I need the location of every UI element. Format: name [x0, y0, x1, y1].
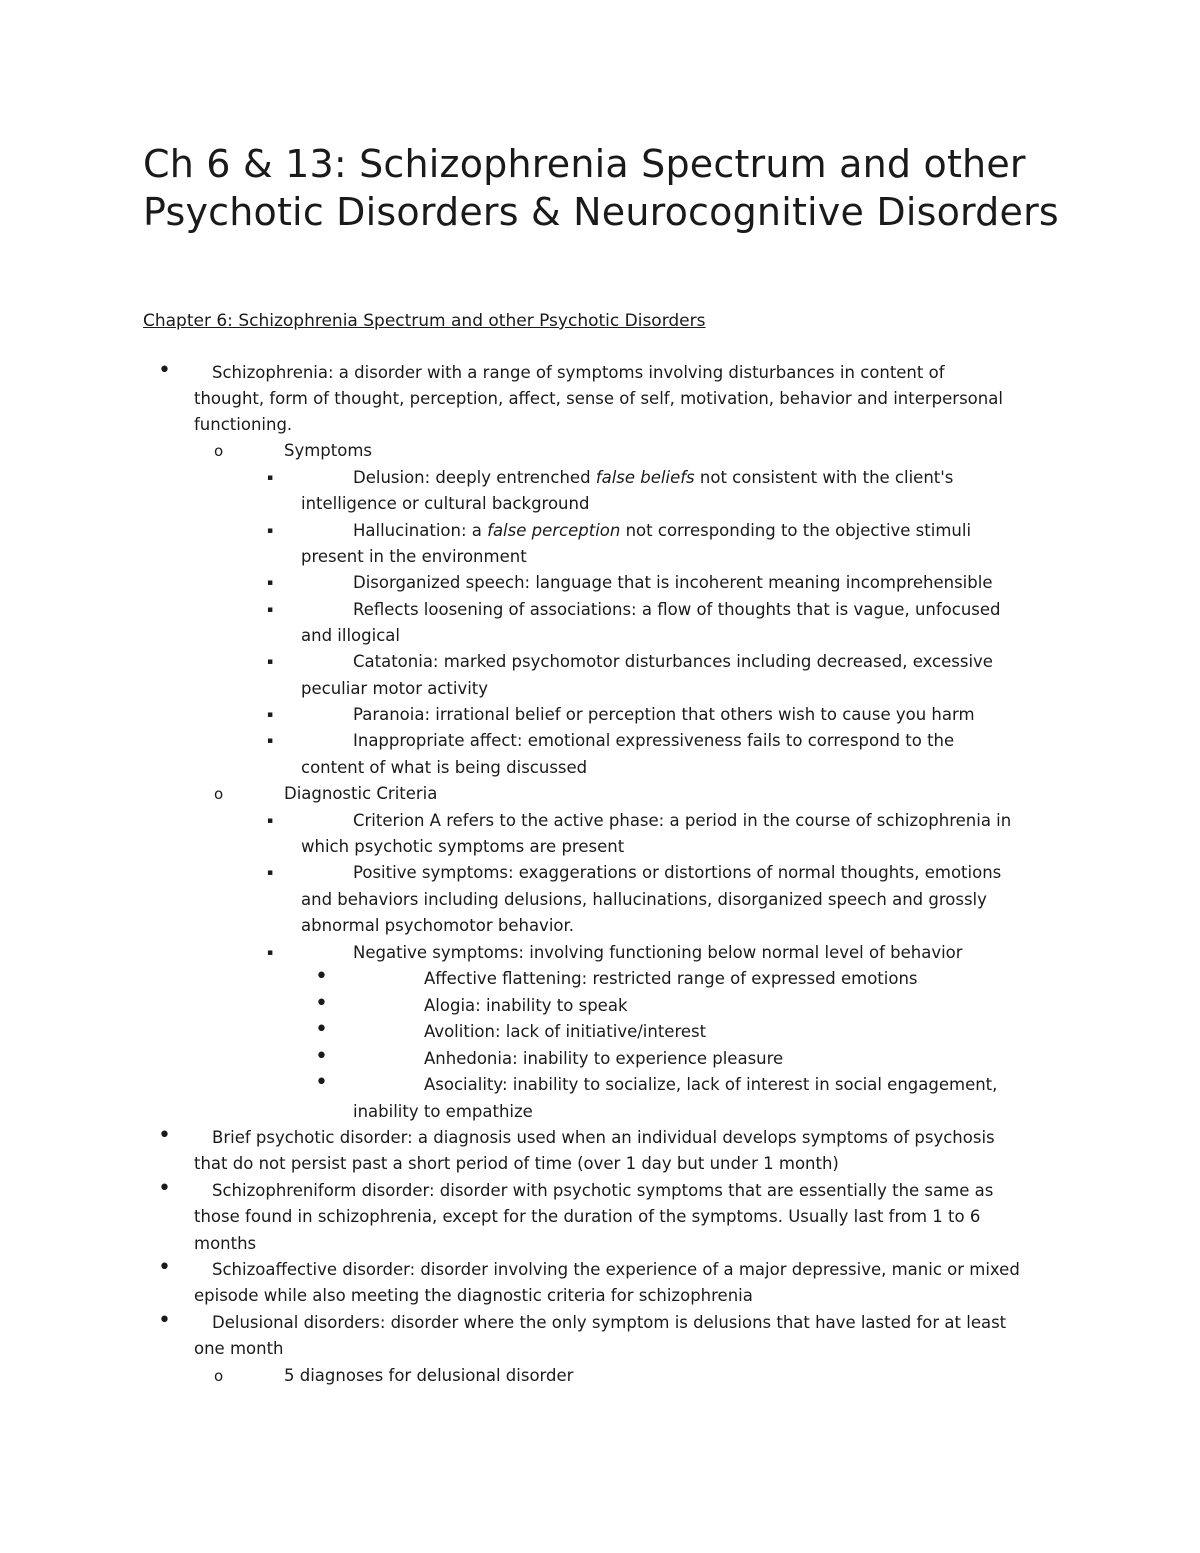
loosening-line-1: Reflects loosening of associations: a flow of thoughts that is vague, unfocused — [353, 600, 1001, 619]
bullet-marker: • — [158, 1123, 171, 1148]
negative-item: Affective flattening: restricted range of expressed emotions — [424, 969, 918, 988]
negative-item: Alogia: inability to speak — [424, 996, 628, 1015]
square-bullet: ▪ — [267, 578, 274, 588]
diagnostic-criteria-label: Diagnostic Criteria — [284, 784, 438, 803]
negative-item: Asociality: inability to socialize, lack of interest in social engagement, — [424, 1075, 998, 1094]
bullet-marker: • — [315, 991, 328, 1016]
square-bullet: ▪ — [267, 526, 274, 536]
symptoms-label: Symptoms — [284, 441, 373, 460]
schizoaffective-line-2: episode while also meeting the diagnostic criteria for schizophrenia — [194, 1286, 753, 1305]
positive-line-3: abnormal psychomotor behavior. — [301, 916, 575, 935]
square-bullet: ▪ — [267, 736, 274, 746]
schizophreniform-line-2: those found in schizophrenia, except for the duration of the symptoms. Usually last from 1 to 6 — [194, 1207, 981, 1226]
square-bullet: ▪ — [267, 816, 274, 826]
schizoaffective-line-1: Schizoaffective disorder: disorder involving the experience of a major depressive, manic or mixed — [212, 1260, 1020, 1279]
schizophreniform-line-1: Schizophreniform disorder: disorder with psychotic symptoms that are essentially the same as — [212, 1181, 994, 1200]
square-bullet: ▪ — [267, 473, 274, 483]
bullet-marker: • — [158, 1255, 171, 1280]
circle-bullet: o — [214, 1367, 224, 1385]
criterion-a-line-1: Criterion A refers to the active phase: a period in the course of schizophrenia in — [353, 811, 1012, 830]
negative-item: Anhedonia: inability to experience pleasure — [424, 1049, 784, 1068]
delusional-sub-item: 5 diagnoses for delusional disorder — [284, 1366, 574, 1385]
affect-line-2: content of what is being discussed — [301, 758, 588, 777]
criterion-a-line-2: which psychotic symptoms are present — [301, 837, 625, 856]
positive-line-2: and behaviors including delusions, hallucinations, disorganized speech and grossly — [301, 890, 987, 909]
positive-line-1: Positive symptoms: exaggerations or distortions of normal thoughts, emotions — [353, 863, 1002, 882]
hallucination-line-2: present in the environment — [301, 547, 527, 566]
square-bullet: ▪ — [267, 657, 274, 667]
bullet-marker: • — [315, 1044, 328, 1069]
square-bullet: ▪ — [267, 710, 274, 720]
bullet-marker: • — [315, 1017, 328, 1042]
catatonia-line-2: peculiar motor activity — [301, 679, 489, 698]
circle-bullet: o — [214, 785, 224, 803]
bullet-marker: • — [158, 358, 171, 383]
bullet-marker: • — [158, 1308, 171, 1333]
brief-line-1: Brief psychotic disorder: a diagnosis used when an individual develops symptoms of psychosis — [212, 1128, 995, 1147]
square-bullet: ▪ — [267, 605, 274, 615]
schizophrenia-line-2: thought, form of thought, perception, affect, sense of self, motivation, behavior and interpersonal — [194, 389, 1003, 408]
loosening-line-2: and illogical — [301, 626, 400, 645]
delusion-line-2: intelligence or cultural background — [301, 494, 590, 513]
circle-bullet: o — [214, 442, 224, 460]
delusion-line-1: Delusion: deeply entrenched false beliefs not consistent with the client's — [353, 468, 954, 487]
square-bullet: ▪ — [267, 948, 274, 958]
bullet-marker: • — [315, 1070, 328, 1095]
document-title: Ch 6 & 13: Schizophrenia Spectrum and other Psychotic Disorders & Neurocognitive Disorders — [143, 142, 1059, 234]
schizophrenia-line-3: functioning. — [194, 415, 293, 434]
negative-symptoms-label: Negative symptoms: involving functioning below normal level of behavior — [353, 943, 963, 962]
paranoia: Paranoia: irrational belief or perception that others wish to cause you harm — [353, 705, 975, 724]
disorganized-speech: Disorganized speech: language that is incoherent meaning incomprehensible — [353, 573, 993, 592]
negative-item-cont: inability to empathize — [353, 1102, 533, 1121]
affect-line-1: Inappropriate affect: emotional expressiveness fails to correspond to the — [353, 731, 955, 750]
schizophreniform-line-3: months — [194, 1234, 257, 1253]
bullet-marker: • — [158, 1176, 171, 1201]
hallucination-line-1: Hallucination: a false perception not corresponding to the objective stimuli — [353, 521, 972, 540]
negative-item: Avolition: lack of initiative/interest — [424, 1022, 707, 1041]
schizophrenia-line-1: Schizophrenia: a disorder with a range of symptoms involving disturbances in content of — [212, 363, 945, 382]
square-bullet: ▪ — [267, 868, 274, 878]
catatonia-line-1: Catatonia: marked psychomotor disturbances including decreased, excessive — [353, 652, 993, 671]
delusional-line-2: one month — [194, 1339, 284, 1358]
delusional-line-1: Delusional disorders: disorder where the only symptom is delusions that have lasted for at least — [212, 1313, 1007, 1332]
brief-line-2: that do not persist past a short period of time (over 1 day but under 1 month) — [194, 1154, 839, 1173]
bullet-marker: • — [315, 964, 328, 989]
chapter-heading: Chapter 6: Schizophrenia Spectrum and other Psychotic Disorders — [143, 311, 706, 331]
